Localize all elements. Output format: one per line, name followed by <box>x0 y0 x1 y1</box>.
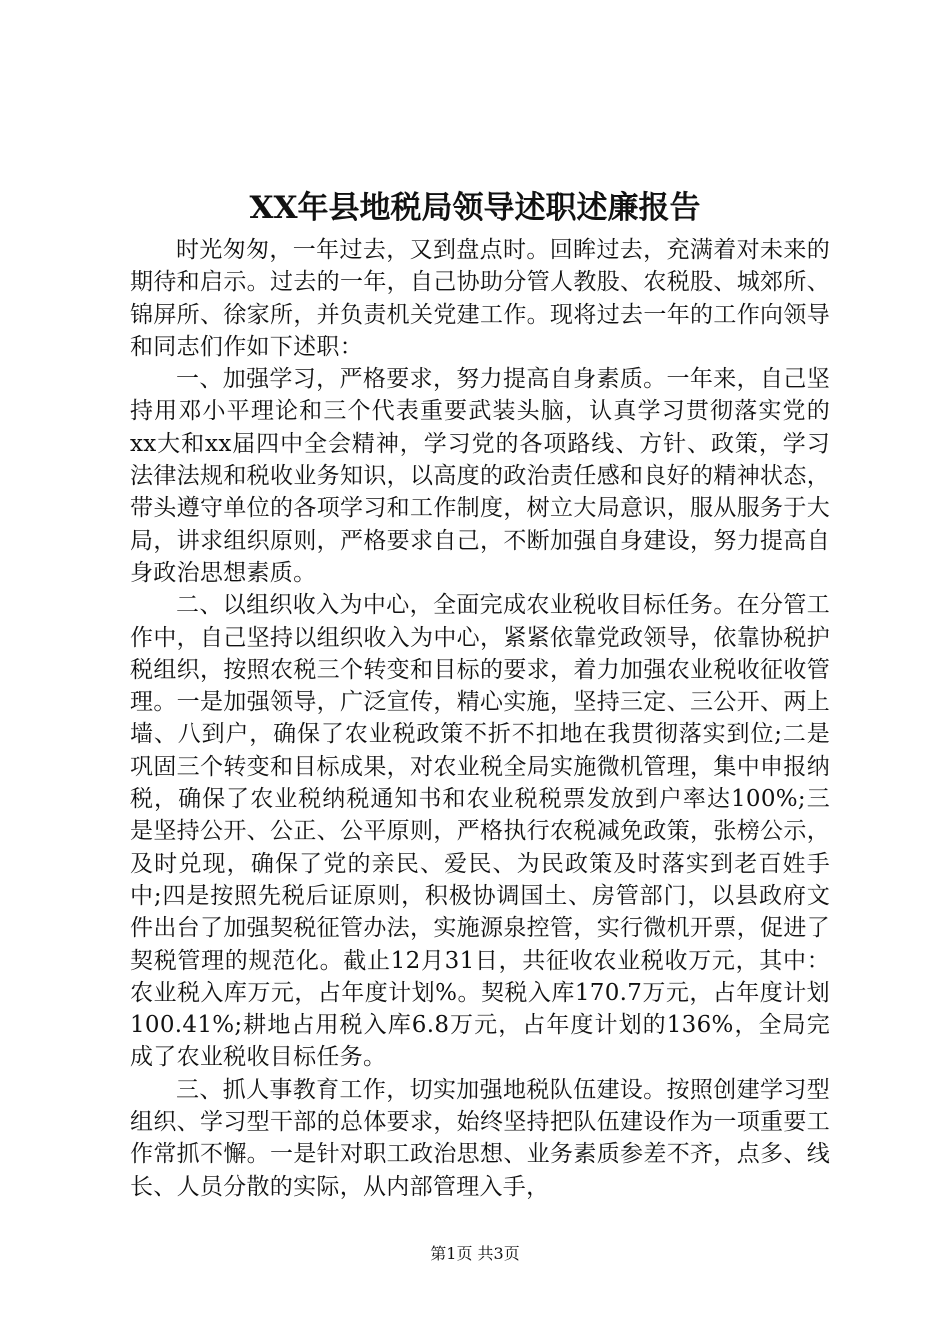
paragraph-section-3: 三、抓人事教育工作，切实加强地税队伍建设。按照创建学习型组织、学习型干部的总体要求，始终坚持把队伍建设作为一项重要工作常抓不懈。一是针对职工政治思想、业务素质参差不齐，点多、线长、人员分散的实际，从内部管理入手， <box>130 1076 830 1200</box>
paragraph-intro: 时光匆匆，一年过去，又到盘点时。回眸过去，充满着对未来的期待和启示。过去的一年，自己协助分管人教股、农税股、城郊所、锦屏所、徐家所，并负责机关党建工作。现将过去一年的工作向领导和同志们作如下述职： <box>130 237 830 360</box>
document-title: XX年县地税局领导述职述廉报告 <box>249 190 701 226</box>
document-body <box>130 234 830 1203</box>
page-number-footer: 第1页 共3页 <box>430 1244 520 1263</box>
paragraph-section-2: 二、以组织收入为中心，全面完成农业税收目标任务。在分管工作中，自己坚持以组织收入为中心，紧紧依靠党政领导，依靠协税护税组织，按照农税三个转变和目标的要求，着力加强农业税收征收管理。一是加强领导，广泛宣传，精心实施，坚持三定、三公开、两上墙、八到户，确保了农业税政策不折不扣地在我贯彻落实到位;二是巩固三个转变和目标成果，对农业税全局实施微机管理，集中申报纳税，确保了农业税纳税通知书和农业税税票发放到户率达100%;三是坚持公开、公正、公平原则，严格执行农税减免政策，张榜公示，及时兑现，确保了党的亲民、爱民、为民政策及时落实到老百姓手中;四是按照先税后证原则，积极协调国土、房管部门，以县政府文件出台了加强契税征管办法，实施源泉控管，实行微机开票，促进了契税管理的规范化。截止12月31日，共征收农业税收万元，其中：农业税入库万元，占年度计划%。契税入库170.7万元，占年度计划100.41%;耕地占用税入库6.8万元，占年度计划的136%，全局完成了农业税收目标任务。 <box>130 592 830 1071</box>
paragraph-section-1: 一、加强学习，严格要求，努力提高自身素质。一年来，自己坚持用邓小平理论和三个代表重要武装头脑，认真学习贯彻落实党的xx大和xx届四中全会精神，学习党的各项路线、方针、政策，学习法律法规和税收业务知识，以高度的政治责任感和良好的精神状态，带头遵守单位的各项学习和工作制度，树立大局意识，服从服务于大局，讲求组织原则，严格要求自己，不断加强自身建设，努力提高自身政治思想素质。 <box>130 366 830 586</box>
